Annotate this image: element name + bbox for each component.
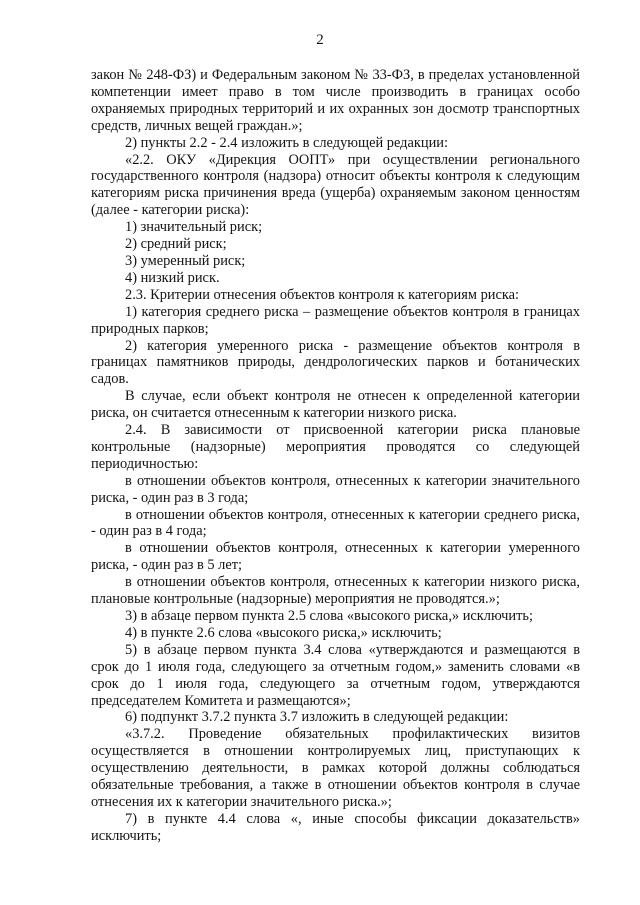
list-item: 4) низкий риск. <box>125 269 220 286</box>
page-number: 2 <box>316 32 324 48</box>
paragraph: в отношении объектов контроля, отнесенных к категории низкого риска, плановые контрольные (надзорные) мероприятия не проводятся.»; <box>91 574 580 608</box>
paragraph: 4) в пункте 2.6 слова «высокого риска,» исключить; <box>125 624 442 641</box>
paragraph: 2.4. В зависимости от присвоенной категории риска плановые контрольные (надзорные) мероприятия проводятся со следующей периодичностью: <box>91 422 580 472</box>
paragraph: закон № 248-ФЗ) и Федеральным законом № 33-ФЗ, в пределах установленной компетенции имеет право в том числе производить в границах особо охраняемых природных территорий и их охранных зон досмотр транспортных средств, личных вещей граждан.»; <box>91 67 580 134</box>
document-body <box>91 67 580 845</box>
list-item: 3) умеренный риск; <box>125 252 246 269</box>
paragraph: В случае, если объект контроля не отнесен к определенной категории риска, он считается отнесенным к категории низкого риска. <box>91 388 580 422</box>
list-item: 1) категория среднего риска – размещение объектов контроля в границах природных парков; <box>91 303 580 337</box>
paragraph: 2) пункты 2.2 - 2.4 изложить в следующей редакции: <box>125 134 448 151</box>
paragraph: в отношении объектов контроля, отнесенных к категории умеренного риска, - один раз в 5 лет; <box>91 540 580 574</box>
paragraph: 7) в пункте 4.4 слова «, иные способы фиксации доказательств» исключить; <box>91 810 580 844</box>
list-item: 1) значительный риск; <box>125 219 263 236</box>
paragraph: «2.2. ОКУ «Дирекция ООПТ» при осуществлении регионального государственного контроля (надзора) относит объекты контроля к следующим категориям риска причинения вреда (ущерба) охраняемым законом ценностям (далее - категории риска): <box>91 151 580 219</box>
paragraph: в отношении объектов контроля, отнесенных к категории среднего риска, - один раз в 4 года; <box>91 506 580 540</box>
paragraph: «3.7.2. Проведение обязательных профилактических визитов осуществляется в отношении контролируемых лиц, приступающих к осуществлению деятельности, в рамках которой должны соблюдаться обязательные требования, а также в отношении объектов контроля в случае отнесения их к категории значительного риска.»; <box>91 726 580 810</box>
paragraph: 3) в абзаце первом пункта 2.5 слова «высокого риска,» исключить; <box>125 608 533 624</box>
paragraph: в отношении объектов контроля, отнесенных к категории значительного риска, - один раз в 3 года; <box>91 472 580 506</box>
paragraph: 2.3. Критерии отнесения объектов контроля к категориям риска: <box>125 286 520 303</box>
paragraph: 6) подпункт 3.7.2 пункта 3.7 изложить в следующей редакции: <box>125 709 509 726</box>
paragraph: 5) в абзаце первом пункта 3.4 слова «утверждаются и размещаются в срок до 1 июля года, следующего за отчетным годом,» заменить словами «в срок до 1 июля года, следующего за отчетным годом, утверждаются председателем Комитета и размещаются»; <box>91 641 580 709</box>
list-item: 2) категория умеренного риска - размещение объектов контроля в границах памятников природы, дендрологических парков и ботанических садов. <box>91 337 580 388</box>
list-item: 2) средний риск; <box>125 236 227 253</box>
